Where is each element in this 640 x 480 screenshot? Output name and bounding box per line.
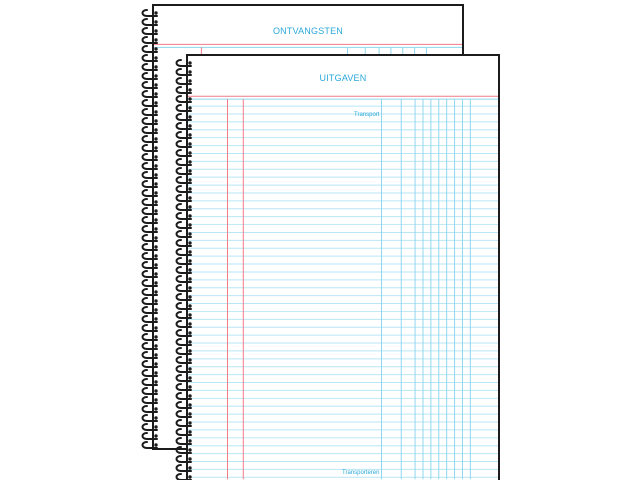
binding-hole — [188, 286, 191, 289]
binding-hole — [188, 457, 191, 460]
binding-hole — [188, 421, 191, 424]
transporteren-label: Transporteren — [342, 470, 380, 476]
binding-hole — [188, 106, 191, 109]
binding-hole — [188, 214, 191, 217]
binding-hole — [154, 56, 157, 59]
binding-hole — [188, 115, 191, 118]
binding-hole — [154, 227, 157, 230]
binding-hole — [188, 340, 191, 343]
binding-hole — [188, 61, 191, 64]
binding-hole — [154, 245, 157, 248]
binding-hole — [188, 430, 191, 433]
binding-hole — [154, 38, 157, 41]
binding-hole — [188, 259, 191, 262]
front-ruled-lines — [188, 106, 498, 477]
binding-hole — [188, 349, 191, 352]
binding-hole — [154, 164, 157, 167]
binding-hole — [154, 92, 157, 95]
binding-hole — [154, 128, 157, 131]
binding-hole — [188, 241, 191, 244]
binding-hole — [154, 11, 157, 14]
binding-hole — [154, 362, 157, 365]
binding-hole — [154, 389, 157, 392]
binding-hole — [188, 412, 191, 415]
binding-hole — [154, 137, 157, 140]
binding-hole — [154, 299, 157, 302]
front-ledger-page — [188, 56, 498, 480]
binding-hole — [154, 335, 157, 338]
binding-hole — [188, 466, 191, 469]
binding-hole — [188, 394, 191, 397]
binding-hole — [188, 97, 191, 100]
uitgaven-title: UITGAVEN — [319, 73, 367, 83]
spiral-binding-icon — [141, 4, 163, 450]
binding-hole — [188, 367, 191, 370]
binding-hole — [154, 353, 157, 356]
binding-hole — [154, 110, 157, 113]
binding-hole — [188, 196, 191, 199]
binding-hole — [154, 317, 157, 320]
spiral-binding-icon — [175, 54, 197, 480]
binding-hole — [188, 178, 191, 181]
binding-hole — [188, 187, 191, 190]
binding-hole — [154, 380, 157, 383]
binding-hole — [188, 250, 191, 253]
binding-hole — [154, 200, 157, 203]
binding-hole — [188, 439, 191, 442]
binding-hole — [154, 308, 157, 311]
binding-hole — [154, 101, 157, 104]
binding-hole — [188, 448, 191, 451]
binding-hole — [154, 371, 157, 374]
binding-hole — [154, 416, 157, 419]
binding-hole — [188, 169, 191, 172]
binding-hole — [188, 79, 191, 82]
binding-hole — [154, 254, 157, 257]
binding-hole — [188, 475, 191, 478]
transport-label: Transport — [354, 112, 380, 118]
binding-hole — [188, 322, 191, 325]
binding-hole — [154, 263, 157, 266]
binding-hole — [188, 385, 191, 388]
binding-hole — [188, 232, 191, 235]
binding-hole — [188, 88, 191, 91]
ontvangsten-title: ONTVANGSTEN — [272, 26, 344, 36]
binding-hole — [188, 70, 191, 73]
binding-hole — [188, 331, 191, 334]
binding-hole — [154, 398, 157, 401]
binding-hole — [154, 191, 157, 194]
binding-hole — [188, 160, 191, 163]
binding-hole — [154, 47, 157, 50]
binding-hole — [188, 304, 191, 307]
binding-hole — [154, 290, 157, 293]
binding-hole — [188, 295, 191, 298]
binding-hole — [154, 218, 157, 221]
binding-hole — [154, 281, 157, 284]
binding-hole — [188, 142, 191, 145]
binding-hole — [154, 209, 157, 212]
binding-hole — [154, 272, 157, 275]
binding-hole — [188, 133, 191, 136]
binding-hole — [154, 443, 157, 446]
back-spiral-binding — [141, 4, 163, 450]
uitgaven-notebook — [186, 54, 500, 480]
binding-hole — [154, 407, 157, 410]
binding-hole — [188, 124, 191, 127]
binding-hole — [154, 425, 157, 428]
front-spiral-binding — [175, 54, 197, 480]
binding-hole — [154, 236, 157, 239]
binding-hole — [154, 173, 157, 176]
binding-hole — [154, 74, 157, 77]
binding-hole — [188, 313, 191, 316]
binding-hole — [188, 403, 191, 406]
binding-hole — [154, 326, 157, 329]
binding-hole — [154, 155, 157, 158]
binding-hole — [188, 268, 191, 271]
binding-hole — [188, 151, 191, 154]
binding-hole — [154, 344, 157, 347]
binding-hole — [154, 20, 157, 23]
binding-hole — [188, 205, 191, 208]
binding-hole — [154, 29, 157, 32]
binding-hole — [154, 83, 157, 86]
binding-hole — [188, 358, 191, 361]
binding-hole — [188, 223, 191, 226]
binding-hole — [188, 277, 191, 280]
binding-hole — [154, 146, 157, 149]
binding-hole — [154, 182, 157, 185]
binding-hole — [154, 65, 157, 68]
binding-hole — [154, 119, 157, 122]
binding-hole — [154, 434, 157, 437]
binding-hole — [188, 376, 191, 379]
